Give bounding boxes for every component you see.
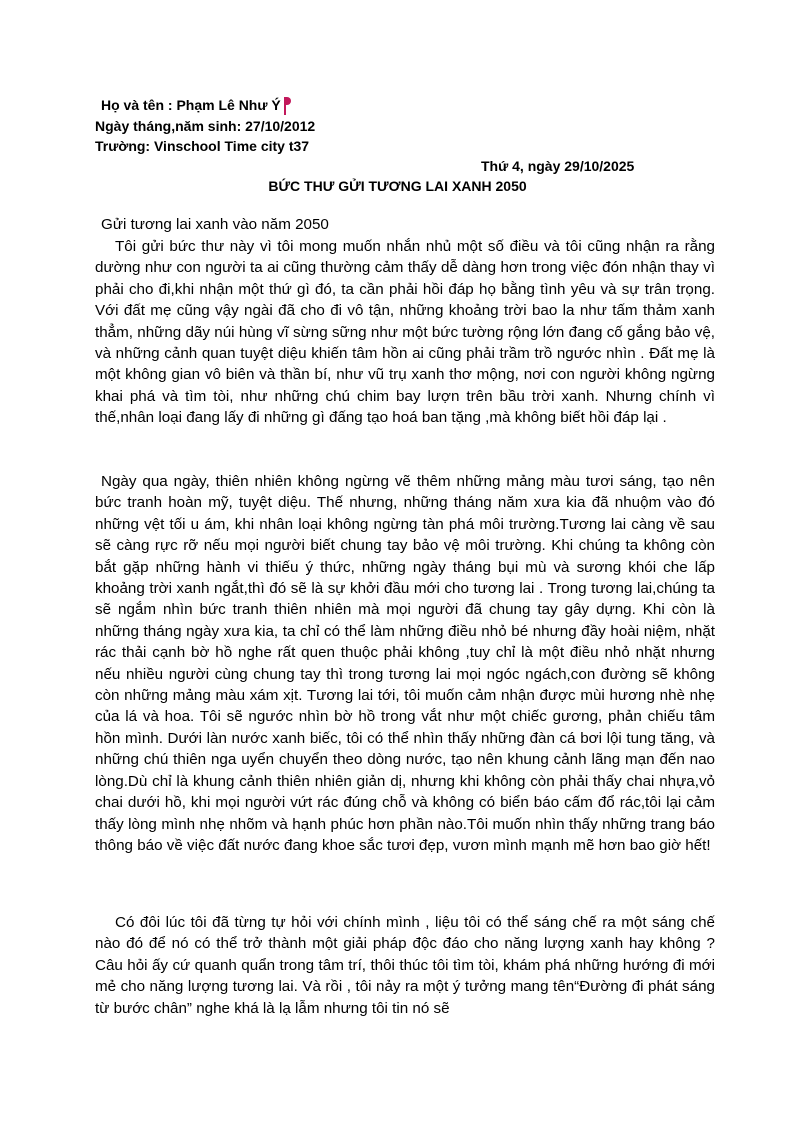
student-name-line: [101, 95, 290, 115]
school-name: Trường: Vinschool Time city t37: [95, 138, 310, 154]
paragraph-3: [95, 912, 715, 1019]
text-cursor-icon: [282, 95, 290, 115]
student-name: Họ và tên : Phạm Lê Như Ý: [101, 97, 281, 113]
letter-title: BỨC THƯ GỬI TƯƠNG LAI XANH 2050: [268, 178, 527, 194]
paragraph-2: [95, 471, 715, 856]
paragraph-text: Tôi gửi bức thư này vì tôi mong muốn nhắn nhủ một số điều và tôi cũng nhận ra rằng dường như con người ta ai cũng thường cảm thấy dễ dàng hơn trong việc đón nhận thay vì phải cho đi,khi nhận một thứ gì đó, ta cần phải hồi đáp họ bằng tình yêu và sự trân trọng. Với đất mẹ cũng vậy ngài đã cho đi vô tận, những khoảng trời bao la như tấm thảm xanh thẳm, những dãy núi hùng vĩ sừng sững như một bức tường rộng lớn đang cố gắng bảo vệ, và những cảnh quan tuyệt diệu khiến tâm hồn ai cũng phải trầm trồ ngước nhìn . Đất mẹ là một không gian vô biên và thần bí, như vũ trụ xanh thơ mộng, nơi con người không ngừng khai phá và tìm tòi, như những chú chim bay lượn trên bầu trời xanh. Nhưng chính vì thế,nhân loại đang lấy đi những gì đấng tạo hoá ban tặng ,mà không biết hồi đáp lại .: [95, 238, 715, 427]
letter-date: Thứ 4, ngày 29/10/2025: [481, 158, 635, 174]
paragraph-1: [95, 236, 715, 429]
birth-date: Ngày tháng,năm sinh: 27/10/2012: [95, 118, 316, 134]
paragraph-text: Có đôi lúc tôi đã từng tự hỏi với chính mình , liệu tôi có thể sáng chế ra một sáng chế nào đó để nó có thể trở thành một giải pháp độc đáo cho năng lượng xanh hay không ? Câu hỏi ấy cứ quanh quẩn trong tâm trí, thôi thúc tôi tìm tòi, khám phá những hướng đi mới mẻ cho năng lượng tương lai. Và rồi , tôi nảy ra một ý tưởng mang tên“Đường đi phát sáng từ bước chân” nghe khá là lạ lẫm nhưng tôi tin nó sẽ: [95, 914, 715, 1017]
greeting: Gửi tương lai xanh vào năm 2050: [101, 216, 329, 233]
paragraph-text: Ngày qua ngày, thiên nhiên không ngừng vẽ thêm những mảng màu tươi sáng, tạo nên bức tranh hoàn mỹ, tuyệt diệu. Thế nhưng, những tháng năm xưa kia đã nhuộm vào đó những vệt tối u ám, khi nhân loại không ngừng tàn phá môi trường.Tương lai càng về sau sẽ càng rực rỡ nếu mọi người biết chung tay bảo vệ môi trường. Khi chúng ta không còn bắt gặp những hành vi thiếu ý thức, những ngày tháng bụi mù và sương khói che lấp khoảng trời xanh ngắt,thì đó sẽ là sự khởi đầu mới cho tương lai . Trong tương lai,chúng ta sẽ ngắm nhìn bức tranh thiên nhiên mà mọi người đã chung tay gây dựng. Khi còn là những tháng ngày xưa kia, ta chỉ có thể làm những điều nhỏ bé nhưng đầy hoài niệm, nhặt rác thải cạnh bờ hồ nghe rất quen thuộc phải không ,tuy chỉ là một điều nhỏ nhặt nhưng nếu nhiều người cùng chung tay thì trong tương lai mọi ngóc ngách,con đường sẽ không còn những mảng màu xám xịt. Tương lai tới, tôi muốn cảm nhận được mùi hương nhè nhẹ của lá và hoa. Tôi sẽ ngước nhìn bờ hồ trong vắt như một chiếc gương, phản chiếu tâm hồn mình. Dưới làn nước xanh biếc, tôi có thể nhìn thấy những đàn cá bơi lội tung tăng, và những chú thiên nga uyển chuyển theo dòng nước, tạo nên khung cảnh lãng mạn đến nao lòng.Dù chỉ là khung cảnh thiên nhiên giản dị, nhưng khi không còn phải thấy chai nhựa,vỏ chai dưới hồ, khi mọi người vứt rác đúng chỗ và không có biển báo cấm đổ rác,tôi lại cảm thấy lòng mình nhẹ nhõm và hạnh phúc hơn phần nào.Tôi muốn nhìn thấy những trang báo thông báo về việc đất nước đang khoe sắc tươi đẹp, vươn mình mạnh mẽ hơn bao giờ hết!: [95, 473, 715, 854]
